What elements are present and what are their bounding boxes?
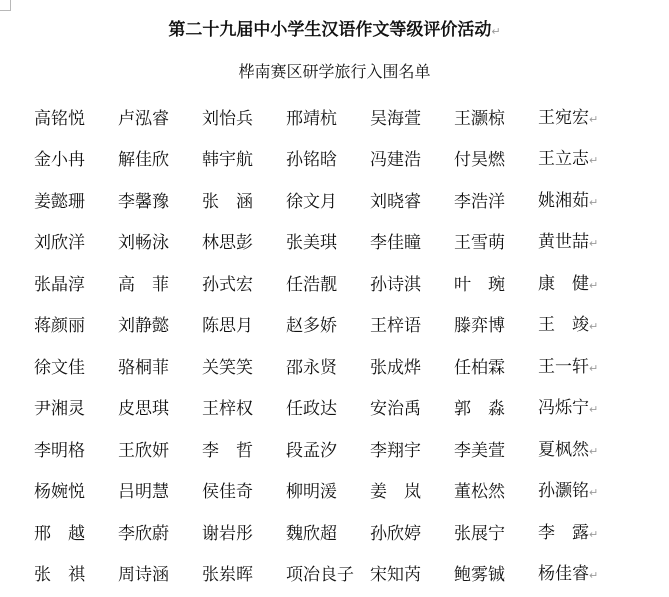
name-cell bbox=[370, 190, 454, 214]
name-row bbox=[34, 472, 664, 514]
name-cell bbox=[286, 439, 370, 463]
student-name: 黄世喆 bbox=[538, 232, 589, 253]
name-cell bbox=[286, 314, 370, 338]
student-name: 滕弈博 bbox=[454, 316, 505, 337]
name-cell bbox=[118, 107, 202, 131]
student-name: 关笑笑 bbox=[202, 357, 253, 378]
name-cell bbox=[454, 273, 538, 297]
name-row bbox=[34, 181, 664, 223]
name-cell bbox=[454, 563, 538, 587]
student-name: 姚湘茹 bbox=[538, 190, 589, 211]
student-name: 张美琪 bbox=[286, 233, 337, 254]
student-name: 谢岩彤 bbox=[202, 523, 253, 544]
name-cell bbox=[202, 107, 286, 131]
student-name: 任浩靓 bbox=[286, 274, 337, 295]
name-cell bbox=[538, 189, 628, 215]
name-cell bbox=[202, 397, 286, 421]
student-name: 姜 岚 bbox=[370, 482, 421, 503]
name-cell bbox=[118, 314, 202, 338]
paragraph-mark-icon: ↵ bbox=[589, 527, 599, 541]
page-corner-marker bbox=[0, 0, 11, 11]
name-row bbox=[34, 513, 664, 555]
student-name: 安治禹 bbox=[370, 399, 421, 420]
student-name: 王 竣 bbox=[538, 315, 589, 336]
name-list-grid bbox=[34, 98, 664, 596]
name-cell bbox=[286, 522, 370, 546]
name-cell bbox=[286, 563, 370, 587]
name-cell bbox=[34, 190, 118, 214]
student-name: 韩宇航 bbox=[202, 150, 253, 171]
student-name: 王宛宏 bbox=[538, 107, 589, 128]
student-name: 解佳欣 bbox=[118, 150, 169, 171]
paragraph-mark-icon: ↵ bbox=[589, 444, 599, 458]
student-name: 李馨豫 bbox=[118, 191, 169, 212]
name-cell bbox=[34, 522, 118, 546]
name-cell bbox=[538, 106, 628, 132]
student-name: 骆桐菲 bbox=[118, 357, 169, 378]
paragraph-mark-icon: ↵ bbox=[491, 25, 501, 38]
student-name: 郭 淼 bbox=[454, 399, 505, 420]
student-name: 张展宁 bbox=[454, 523, 505, 544]
name-cell bbox=[370, 231, 454, 255]
name-cell bbox=[202, 273, 286, 297]
paragraph-mark-icon: ↵ bbox=[589, 320, 599, 334]
student-name: 吕明慧 bbox=[118, 482, 169, 503]
student-name: 宋知芮 bbox=[370, 565, 421, 586]
name-cell bbox=[370, 563, 454, 587]
student-name: 张 祺 bbox=[34, 565, 85, 586]
name-cell bbox=[202, 480, 286, 504]
student-name: 李明格 bbox=[34, 440, 85, 461]
name-cell bbox=[286, 480, 370, 504]
name-cell bbox=[34, 439, 118, 463]
student-name: 杨婉悦 bbox=[34, 482, 85, 503]
paragraph-mark-icon: ↵ bbox=[589, 154, 599, 168]
name-cell bbox=[538, 438, 628, 464]
paragraph-mark-icon: ↵ bbox=[589, 361, 599, 375]
name-cell bbox=[202, 148, 286, 172]
student-name: 刘晓睿 bbox=[370, 191, 421, 212]
name-cell bbox=[118, 190, 202, 214]
name-cell bbox=[34, 314, 118, 338]
name-row bbox=[34, 98, 664, 140]
name-cell bbox=[454, 231, 538, 255]
student-name: 李浩洋 bbox=[454, 191, 505, 212]
name-cell bbox=[370, 397, 454, 421]
student-name: 任政达 bbox=[286, 399, 337, 420]
student-name: 项冶良子 bbox=[286, 565, 354, 586]
name-cell bbox=[202, 356, 286, 380]
student-name: 林思彭 bbox=[202, 233, 253, 254]
name-cell bbox=[454, 190, 538, 214]
student-name: 皮思琪 bbox=[118, 399, 169, 420]
student-name: 高铭悦 bbox=[34, 108, 85, 129]
name-cell bbox=[286, 107, 370, 131]
name-cell bbox=[370, 107, 454, 131]
student-name: 张岽晖 bbox=[202, 565, 253, 586]
student-name: 康 健 bbox=[538, 273, 589, 294]
name-cell bbox=[202, 190, 286, 214]
paragraph-mark-icon: ↵ bbox=[589, 237, 599, 251]
name-cell bbox=[34, 397, 118, 421]
student-name: 李欣蔚 bbox=[118, 523, 169, 544]
student-name: 王立志 bbox=[538, 149, 589, 170]
student-name: 刘静懿 bbox=[118, 316, 169, 337]
name-cell bbox=[538, 147, 628, 173]
name-cell bbox=[370, 314, 454, 338]
student-name: 张 涵 bbox=[202, 191, 253, 212]
student-name: 蒋颜丽 bbox=[34, 316, 85, 337]
name-cell bbox=[370, 439, 454, 463]
student-name: 王梓语 bbox=[370, 316, 421, 337]
paragraph-mark-icon: ↵ bbox=[589, 195, 599, 209]
name-cell bbox=[370, 522, 454, 546]
name-row bbox=[34, 223, 664, 265]
name-cell bbox=[118, 273, 202, 297]
student-name: 王梓权 bbox=[202, 399, 253, 420]
student-name: 李 哲 bbox=[202, 440, 253, 461]
student-name: 邢靖杭 bbox=[286, 108, 337, 129]
name-row bbox=[34, 306, 664, 348]
student-name: 鲍雾铖 bbox=[454, 565, 505, 586]
student-name: 李 露 bbox=[538, 522, 589, 543]
name-cell bbox=[34, 148, 118, 172]
student-name: 赵多娇 bbox=[286, 316, 337, 337]
student-name: 吴海萱 bbox=[370, 108, 421, 129]
document-title bbox=[0, 18, 669, 44]
student-name: 卢泓睿 bbox=[118, 108, 169, 129]
name-cell bbox=[286, 231, 370, 255]
student-name: 姜懿珊 bbox=[34, 191, 85, 212]
student-name: 冯建浩 bbox=[370, 150, 421, 171]
name-cell bbox=[454, 397, 538, 421]
student-name: 陈思月 bbox=[202, 316, 253, 337]
name-cell bbox=[202, 439, 286, 463]
student-name: 孙式宏 bbox=[202, 274, 253, 295]
student-name: 张成烨 bbox=[370, 357, 421, 378]
name-row bbox=[34, 555, 664, 597]
student-name: 孙诗淇 bbox=[370, 274, 421, 295]
name-cell bbox=[202, 231, 286, 255]
paragraph-mark-icon: ↵ bbox=[589, 486, 599, 500]
paragraph-mark-icon: ↵ bbox=[589, 278, 599, 292]
student-name: 李美萱 bbox=[454, 440, 505, 461]
name-row bbox=[34, 347, 664, 389]
student-name: 李佳瞳 bbox=[370, 233, 421, 254]
name-cell bbox=[370, 356, 454, 380]
name-cell bbox=[286, 356, 370, 380]
subtitle-text: 桦南赛区研学旅行入围名单 bbox=[238, 62, 431, 81]
title-text: 第二十九届中小学生汉语作文等级评价活动 bbox=[168, 20, 492, 40]
student-name: 王灏椋 bbox=[454, 108, 505, 129]
name-row bbox=[34, 430, 664, 472]
name-cell bbox=[34, 356, 118, 380]
name-cell bbox=[118, 148, 202, 172]
student-name: 邢 越 bbox=[34, 523, 85, 544]
name-cell bbox=[538, 479, 628, 505]
student-name: 孙欣婷 bbox=[370, 523, 421, 544]
name-cell bbox=[34, 107, 118, 131]
name-cell bbox=[454, 356, 538, 380]
name-cell bbox=[34, 231, 118, 255]
name-cell bbox=[118, 356, 202, 380]
student-name: 孙灏铭 bbox=[538, 481, 589, 502]
paragraph-mark-icon: ↵ bbox=[589, 403, 599, 417]
student-name: 张晶淳 bbox=[34, 274, 85, 295]
name-cell bbox=[454, 480, 538, 504]
name-cell bbox=[538, 313, 628, 339]
name-row bbox=[34, 140, 664, 182]
student-name: 夏枫然 bbox=[538, 439, 589, 460]
student-name: 周诗涵 bbox=[118, 565, 169, 586]
name-cell bbox=[286, 273, 370, 297]
name-cell bbox=[370, 273, 454, 297]
name-cell bbox=[286, 148, 370, 172]
student-name: 王一轩 bbox=[538, 356, 589, 377]
name-cell bbox=[538, 562, 628, 588]
student-name: 杨佳睿 bbox=[538, 564, 589, 585]
name-cell bbox=[118, 563, 202, 587]
name-cell bbox=[118, 439, 202, 463]
name-cell bbox=[538, 521, 628, 547]
name-cell bbox=[118, 480, 202, 504]
student-name: 徐文佳 bbox=[34, 357, 85, 378]
name-cell bbox=[454, 439, 538, 463]
name-cell bbox=[538, 355, 628, 381]
name-cell bbox=[202, 314, 286, 338]
student-name: 叶 琬 bbox=[454, 274, 505, 295]
name-cell bbox=[370, 148, 454, 172]
student-name: 侯佳奇 bbox=[202, 482, 253, 503]
student-name: 尹湘灵 bbox=[34, 399, 85, 420]
student-name: 柳明湲 bbox=[286, 482, 337, 503]
student-name: 付昊燃 bbox=[454, 150, 505, 171]
name-cell bbox=[118, 231, 202, 255]
paragraph-mark-icon: ↵ bbox=[589, 112, 599, 126]
name-cell bbox=[286, 190, 370, 214]
name-cell bbox=[538, 230, 628, 256]
name-cell bbox=[454, 522, 538, 546]
student-name: 段孟汐 bbox=[286, 440, 337, 461]
student-name: 董松然 bbox=[454, 482, 505, 503]
student-name: 冯烁宁 bbox=[538, 398, 589, 419]
student-name: 孙铭晗 bbox=[286, 150, 337, 171]
name-cell bbox=[34, 273, 118, 297]
name-cell bbox=[538, 396, 628, 422]
student-name: 高 菲 bbox=[118, 274, 169, 295]
student-name: 王欣妍 bbox=[118, 440, 169, 461]
student-name: 刘畅泳 bbox=[118, 233, 169, 254]
name-cell bbox=[118, 397, 202, 421]
student-name: 魏欣超 bbox=[286, 523, 337, 544]
student-name: 刘怡兵 bbox=[202, 108, 253, 129]
name-row bbox=[34, 264, 664, 306]
name-cell bbox=[34, 480, 118, 504]
name-cell bbox=[370, 480, 454, 504]
name-cell bbox=[34, 563, 118, 587]
student-name: 任柏霖 bbox=[454, 357, 505, 378]
name-cell bbox=[538, 272, 628, 298]
name-cell bbox=[118, 522, 202, 546]
student-name: 徐文月 bbox=[286, 191, 337, 212]
name-row bbox=[34, 389, 664, 431]
student-name: 李翔宇 bbox=[370, 440, 421, 461]
name-cell bbox=[286, 397, 370, 421]
name-cell bbox=[454, 107, 538, 131]
document-subtitle bbox=[0, 60, 669, 84]
student-name: 金小冉 bbox=[34, 150, 85, 171]
paragraph-mark-icon: ↵ bbox=[589, 569, 599, 583]
name-cell bbox=[202, 522, 286, 546]
name-cell bbox=[202, 563, 286, 587]
student-name: 邵永贤 bbox=[286, 357, 337, 378]
name-cell bbox=[454, 148, 538, 172]
student-name: 王雪萌 bbox=[454, 233, 505, 254]
student-name: 刘欣洋 bbox=[34, 233, 85, 254]
name-cell bbox=[454, 314, 538, 338]
